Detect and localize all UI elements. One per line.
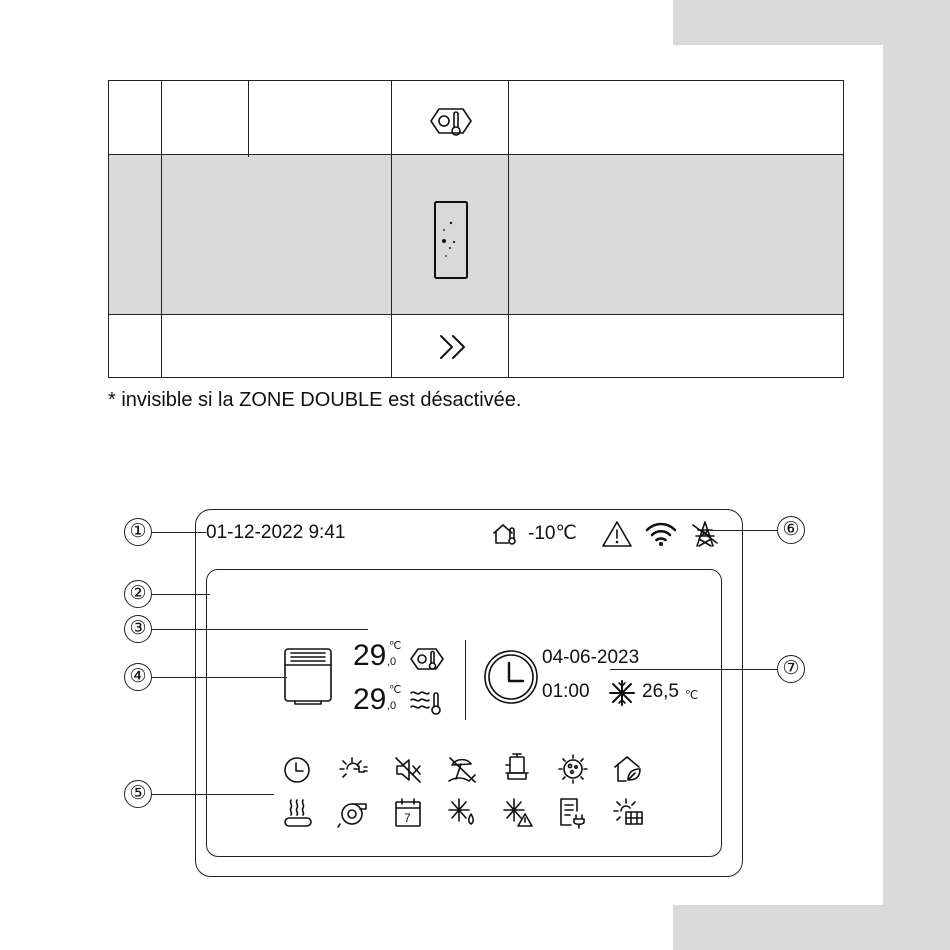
eco-home-icon [612, 753, 644, 785]
schedule-date: 04-06-2023 [542, 647, 640, 668]
column-divider [391, 81, 392, 377]
thermostat-device-icon [430, 201, 470, 281]
callout-2: ② [124, 580, 152, 608]
side-tab-top [673, 0, 950, 45]
solar-panel-icon [612, 797, 644, 829]
side-strip [883, 45, 950, 905]
holiday-icon [447, 755, 479, 785]
panel-divider [465, 640, 466, 720]
table-row [109, 155, 843, 315]
outdoor-house-thermometer-icon [492, 522, 524, 546]
callout-7: ⑦ [777, 655, 805, 683]
schedule-temperature: 26,5 [642, 681, 679, 702]
frost-alarm-icon [502, 797, 534, 829]
zone2-temperature: 29 [353, 683, 387, 716]
pump-icon [337, 797, 369, 829]
column-divider [508, 81, 509, 377]
callout-3-leader [152, 629, 368, 630]
callout-1: ① [124, 518, 152, 546]
icon-table [108, 80, 844, 378]
callout-2-leader [152, 594, 210, 595]
compressor-icon [502, 753, 532, 785]
callout-6-leader [712, 530, 777, 531]
callout-5: ⑤ [124, 780, 152, 808]
indoor-unit-icon [281, 646, 335, 708]
callout-3: ③ [124, 615, 152, 643]
silent-mode-icon [393, 755, 423, 785]
outdoor-temperature: -10℃ [528, 523, 577, 544]
side-tab-bottom [673, 905, 950, 950]
column-divider [248, 81, 249, 157]
warning-icon[interactable] [601, 520, 633, 548]
callout-4-leader [152, 677, 287, 678]
energy-meter-icon [557, 797, 589, 829]
column-divider [161, 81, 162, 377]
floor-heating-icon [282, 797, 314, 829]
zone2-unit: ℃ [389, 684, 402, 696]
callout-7-leader [610, 669, 777, 670]
callout-5-leader [152, 794, 274, 795]
pylon-off-icon [690, 519, 720, 549]
callout-4: ④ [124, 663, 152, 691]
footnote: * invisible si la ZONE DOUBLE est désactivée. [108, 389, 522, 411]
clock-icon [282, 755, 312, 785]
timer-clock-icon [483, 649, 539, 705]
zone2-decimal: ,0 [387, 700, 397, 712]
outdoor-temp-sensor-icon [427, 104, 475, 140]
schedule-time: 01:00 [542, 681, 590, 702]
weekly-schedule-day: 7 [404, 811, 411, 825]
zone1-sensor-icon [409, 646, 445, 674]
zone1-temperature: 29 [353, 639, 387, 672]
callout-1-leader [152, 532, 206, 533]
date-time: 01-12-2022 9:41 [206, 522, 346, 543]
table-row [109, 315, 843, 377]
heat-pump-electric-icon [337, 755, 369, 785]
defrost-icon [447, 797, 479, 829]
double-chevron-icon [437, 333, 471, 361]
zone2-water-temp-icon [409, 687, 445, 717]
wifi-icon[interactable] [645, 521, 677, 547]
schedule-unit: ℃ [685, 688, 699, 702]
zone1-unit: ℃ [389, 640, 402, 652]
table-row [109, 81, 843, 155]
callout-6: ⑥ [777, 516, 805, 544]
disinfection-icon [557, 753, 589, 785]
cooling-snowflake-icon [607, 679, 637, 707]
zone1-decimal: ,0 [387, 656, 397, 668]
